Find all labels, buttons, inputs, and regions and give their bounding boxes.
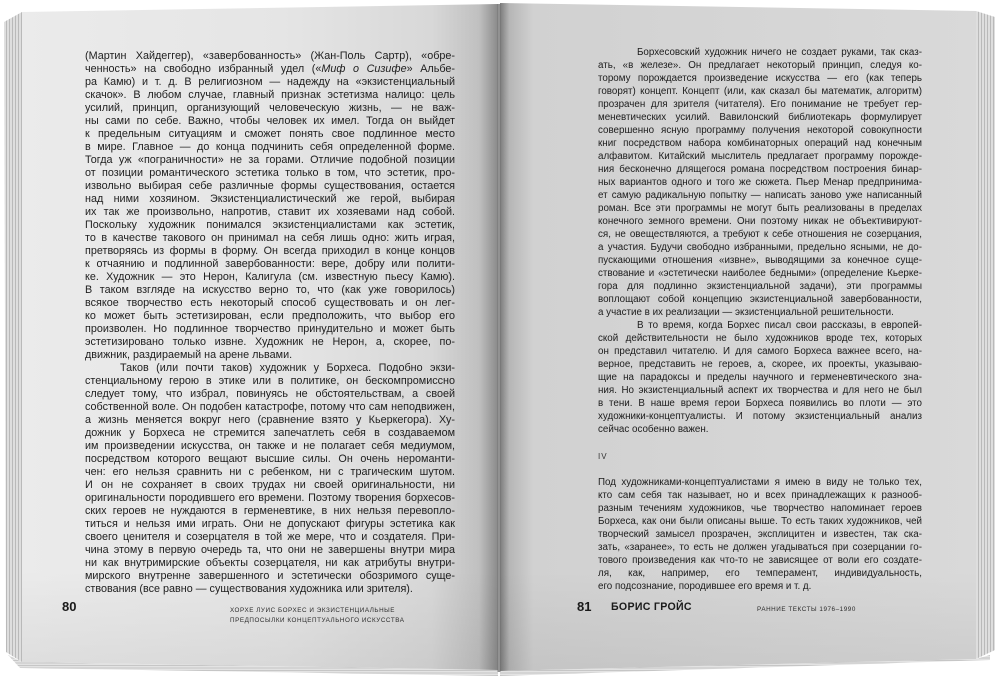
emphasized-title: Миф о Сизифе <box>321 62 407 75</box>
text-line: а участия. Будучи свободно избранными, предельно ясными, не до- <box>598 241 922 253</box>
text-line: Под художниками-концептуалистами я имею в виду не только тех, <box>598 476 922 488</box>
text-line: извольно выбирая себе различные формы существования, остается <box>85 179 455 192</box>
text-segment: » Альбе- <box>406 62 455 75</box>
text-line: им произведении искусства, он также и не полагает себя медиумом, <box>85 439 455 452</box>
text-line: Поскольку художник понимался экзистенциалистами как эстетик, <box>85 218 455 231</box>
text-line: ствование и «эстетически наиболее бедными» (определение Кьерке- <box>598 267 922 279</box>
page-number-right: 81 <box>577 599 592 614</box>
paragraph <box>85 362 455 596</box>
text-line: оригинальности породившего его времени. Поэтому творения борхесов- <box>85 491 455 504</box>
text-line: к отчаянию и подлинной завербованности: вере, добру или полити- <box>85 257 455 270</box>
text-line: следует тому, что избрал, повинуясь не обстоятельствам, а своей <box>85 387 455 400</box>
paragraph <box>598 319 922 436</box>
left-page-edge-stack <box>4 12 22 662</box>
text-line: своего ценителя и созерцателя в той же мере, что и создателя. При- <box>85 530 455 543</box>
text-line: дожник у Борхеса не стремится запечатлеть себя в создаваемом <box>85 426 455 439</box>
text-line: ни как внутримирские объекты созерцателя, ни как атрибуты внутри- <box>85 556 455 569</box>
paragraph <box>598 46 922 319</box>
text-line: меневтических усилий. Вавилонский библиотекарь формулирует <box>598 111 922 123</box>
text-line: воплощают собой концепцию экзистенциальной завербованности, <box>598 293 922 305</box>
text-line: его подсознание, породившее его время и т. д. <box>598 580 812 592</box>
text-line: верное, представить не героев, а, скорее, их проекты, указываю- <box>598 358 922 370</box>
running-head-line: ПРЕДПОСЫЛКИ КОНЦЕПТУАЛЬНОГО ИСКУССТВА <box>230 617 405 624</box>
text-line: конечного земного времени. Они поэтому никак не объективируют- <box>598 215 922 227</box>
text-line: гора для подлинно экзистенциальной задачи), эти программы <box>598 280 922 292</box>
text-line: ать, «в железе». Он предлагает некоторый принцип, следуя ко- <box>598 59 922 71</box>
left-page-text-column <box>85 50 455 596</box>
text-line: стенциальному герою в этике или в политике, он бескомпромиссно <box>85 374 455 387</box>
text-line: художники-концептуалисты. И потому экзистенциальный анализ <box>598 410 922 422</box>
text-line: претворяясь из формы в форму. Он всегда приходил в конце концов <box>85 244 455 257</box>
running-head-line: ХОРХЕ ЛУИС БОРХЕС И ЭКЗИСТЕНЦИАЛЬНЫЕ <box>230 607 396 614</box>
text-line: алфавитом. Китайский мыслитель предлагает программу порожде- <box>598 150 922 162</box>
text-line: ской действительности не было художников вроде тех, которых <box>598 332 922 344</box>
text-line: совершенно ясную программу получения некоторой совокупности <box>598 124 922 136</box>
text-line: пускающими отношения «извне», выводящими за конечное суще- <box>598 254 922 266</box>
spine-crease <box>498 4 501 672</box>
text-line: ния. Но экзистенциальный аспект их творчества и для него не был <box>598 384 922 396</box>
text-line: движник, раздираемый на арене львами. <box>85 348 293 361</box>
text-line: чина этому в первую очередь та, что они не завершены внутри мира <box>85 543 455 556</box>
running-head-right: РАННИЕ ТЕКСТЫ 1976–1990 <box>757 606 856 613</box>
text-line: эстетизировано только извне. Художник не Нерон, а, скорее, по- <box>85 335 455 348</box>
text-line: чен: его нельзя сравнить ни с ребенком, ни с трагическим шутом. <box>85 465 455 478</box>
text-line: зать, «заранее», то есть не должен угадываться при созерцании го- <box>598 541 922 553</box>
text-line: торому порождается произведение искусства — его (как теперь <box>598 72 922 84</box>
right-page-edge-stack <box>976 11 995 659</box>
text-line: ля, как, например, его темперамент, индивидуальность, <box>598 567 922 579</box>
text-line: тового произведения как что-то не зависящее от воли его создате- <box>598 554 922 566</box>
text-line: творческий замысел прозрачен, эксплицитен и известен, так ска- <box>598 528 922 540</box>
text-line: Таков (или почти таков) художник у Борхеса. Подобно экзи- <box>120 361 455 374</box>
text-line: роман. Все эти программы не могут быть реализованы в пределах <box>598 202 922 214</box>
text-line: В то время, когда Борхес писал свои рассказы, в европей- <box>637 319 922 331</box>
text-line: Борхеса, как они были описаны выше. То есть таких художников, чей <box>598 515 922 527</box>
text-line: в тени. В наше время герои Борхеса появились во плоти — это <box>598 397 922 409</box>
text-line: ны сами по себе. Важно, чтобы человек их имел. Тогда он выйдет <box>85 114 455 127</box>
text-line: ных вариантов одного и того же сюжета. Пьер Менар предпринима- <box>598 176 922 188</box>
text-line: сейчас особенно важен. <box>598 423 709 435</box>
text-line: собственной воле. Он подобен катастрофе, потому что сам неподвижен, <box>85 400 455 413</box>
text-line: щие на парадоксы и пределы научного и герменевтического зна- <box>598 371 922 383</box>
text-line: ко может быть эстетизирован, если предположить, что выбор его <box>85 309 455 322</box>
text-line: ся, не овеществляются, а требуют к себе отношения не созерцания, <box>598 228 922 240</box>
text-line: ния бесконечно длящегося романа посредством построения бинар- <box>598 163 922 175</box>
text-line: Борхесовский художник ничего не создает руками, так сказ- <box>637 46 922 58</box>
page-number-left: 80 <box>62 599 77 614</box>
section-heading: IV <box>598 451 608 461</box>
text-line: произволен. Но подлинное творчество принудительно и может быть <box>85 322 455 335</box>
text-line: (Мартин Хайдеггер), «завербованность» (Жан-Поль Сартр), «обре- <box>85 49 455 62</box>
text-line: над ними хозяином. Экзистенциалистический же герой, выбирая <box>85 192 455 205</box>
text-line: мирского внутренне завершенного и эстетически обозримого суще- <box>85 569 455 582</box>
text-line: ских героев не нуждаются в герменевтике, в них нельзя перевопло- <box>85 504 455 517</box>
text-line: разным течениям художников, чье творчество напоминает героев <box>598 502 922 514</box>
paragraph <box>598 476 922 593</box>
text-line: прозрачен для зрителя (читателя). Его понимание не требует гер- <box>598 98 922 110</box>
text-line: то в качестве такового он принимал на себя лишь одно: жить играя, <box>85 231 455 244</box>
text-line: а участие в их реализации — экзистенциальной решительности. <box>598 306 894 318</box>
text-line: от позиции романтического эстетика только в том, что эстетик, про- <box>85 166 455 179</box>
author-name: БОРИС ГРОЙС <box>611 601 692 613</box>
text-line: ет самую радикальную попытку — написать заново уже написанный <box>598 189 922 201</box>
text-line: ке. Художник — это Нерон, Калигула (см. известную пьесу Камю). <box>85 270 455 283</box>
text-line: посредством которого вещают высшие силы. Он очень нероманти- <box>85 452 455 465</box>
text-line: он представил читателю. И для самого Борхеса важнее всего, на- <box>598 345 922 357</box>
text-line: кто сам себя так называет, но и всех принадлежащих к разнооб- <box>598 489 922 501</box>
text-line: титься и нельзя ими играть. Они не допускают фигуры эстетика как <box>85 517 455 530</box>
text-line: говорят) концепт. Концепт (или, как сказал бы математик, алгоритм) <box>598 85 922 97</box>
text-line <box>85 63 455 76</box>
text-line: в мире. Главное — до конца подчинить себя определенной форме. <box>85 140 455 153</box>
running-head-left <box>230 606 405 626</box>
text-line: Тогда уж «пограничности» не за горами. Отличие подобной позиции <box>85 153 455 166</box>
text-line: И он не сохраняет в своих трудах ни своей оригинальности, ни <box>85 478 455 491</box>
text-line: скачок». В любом случае, главный признак эстетизма налицо: цель <box>85 88 455 101</box>
right-page-text-column <box>598 46 922 593</box>
text-segment: ченность» на свободно избранный удел (« <box>85 62 322 75</box>
text-line: а жизнь меняется вокруг него (сравнение взято у Кьеркегора). Ху- <box>85 413 455 426</box>
text-line: книг посредством набора комбинаторных операций над конечным <box>598 137 922 149</box>
text-line: всякое творчество есть некоторый способ существовать и он лег- <box>85 296 455 309</box>
text-line: к предельным ситуациям и сможет понять свое подлинное место <box>85 127 455 140</box>
text-line: ствования (все равно — существования художника или зрителя). <box>85 582 413 595</box>
text-line: В таком взгляде на искусство верно то, что (как уже говорилось) <box>85 283 455 296</box>
text-line: усилий, принцип, организующий человеческую жизнь, — не важ- <box>85 101 455 114</box>
paragraph <box>85 50 455 362</box>
text-line: их так же произвольно, напротив, ставит их хозяевами над собой. <box>85 205 455 218</box>
text-line: ра Камю) и т. д. В религиозном — надежду на «экзистенциальный <box>85 75 455 88</box>
